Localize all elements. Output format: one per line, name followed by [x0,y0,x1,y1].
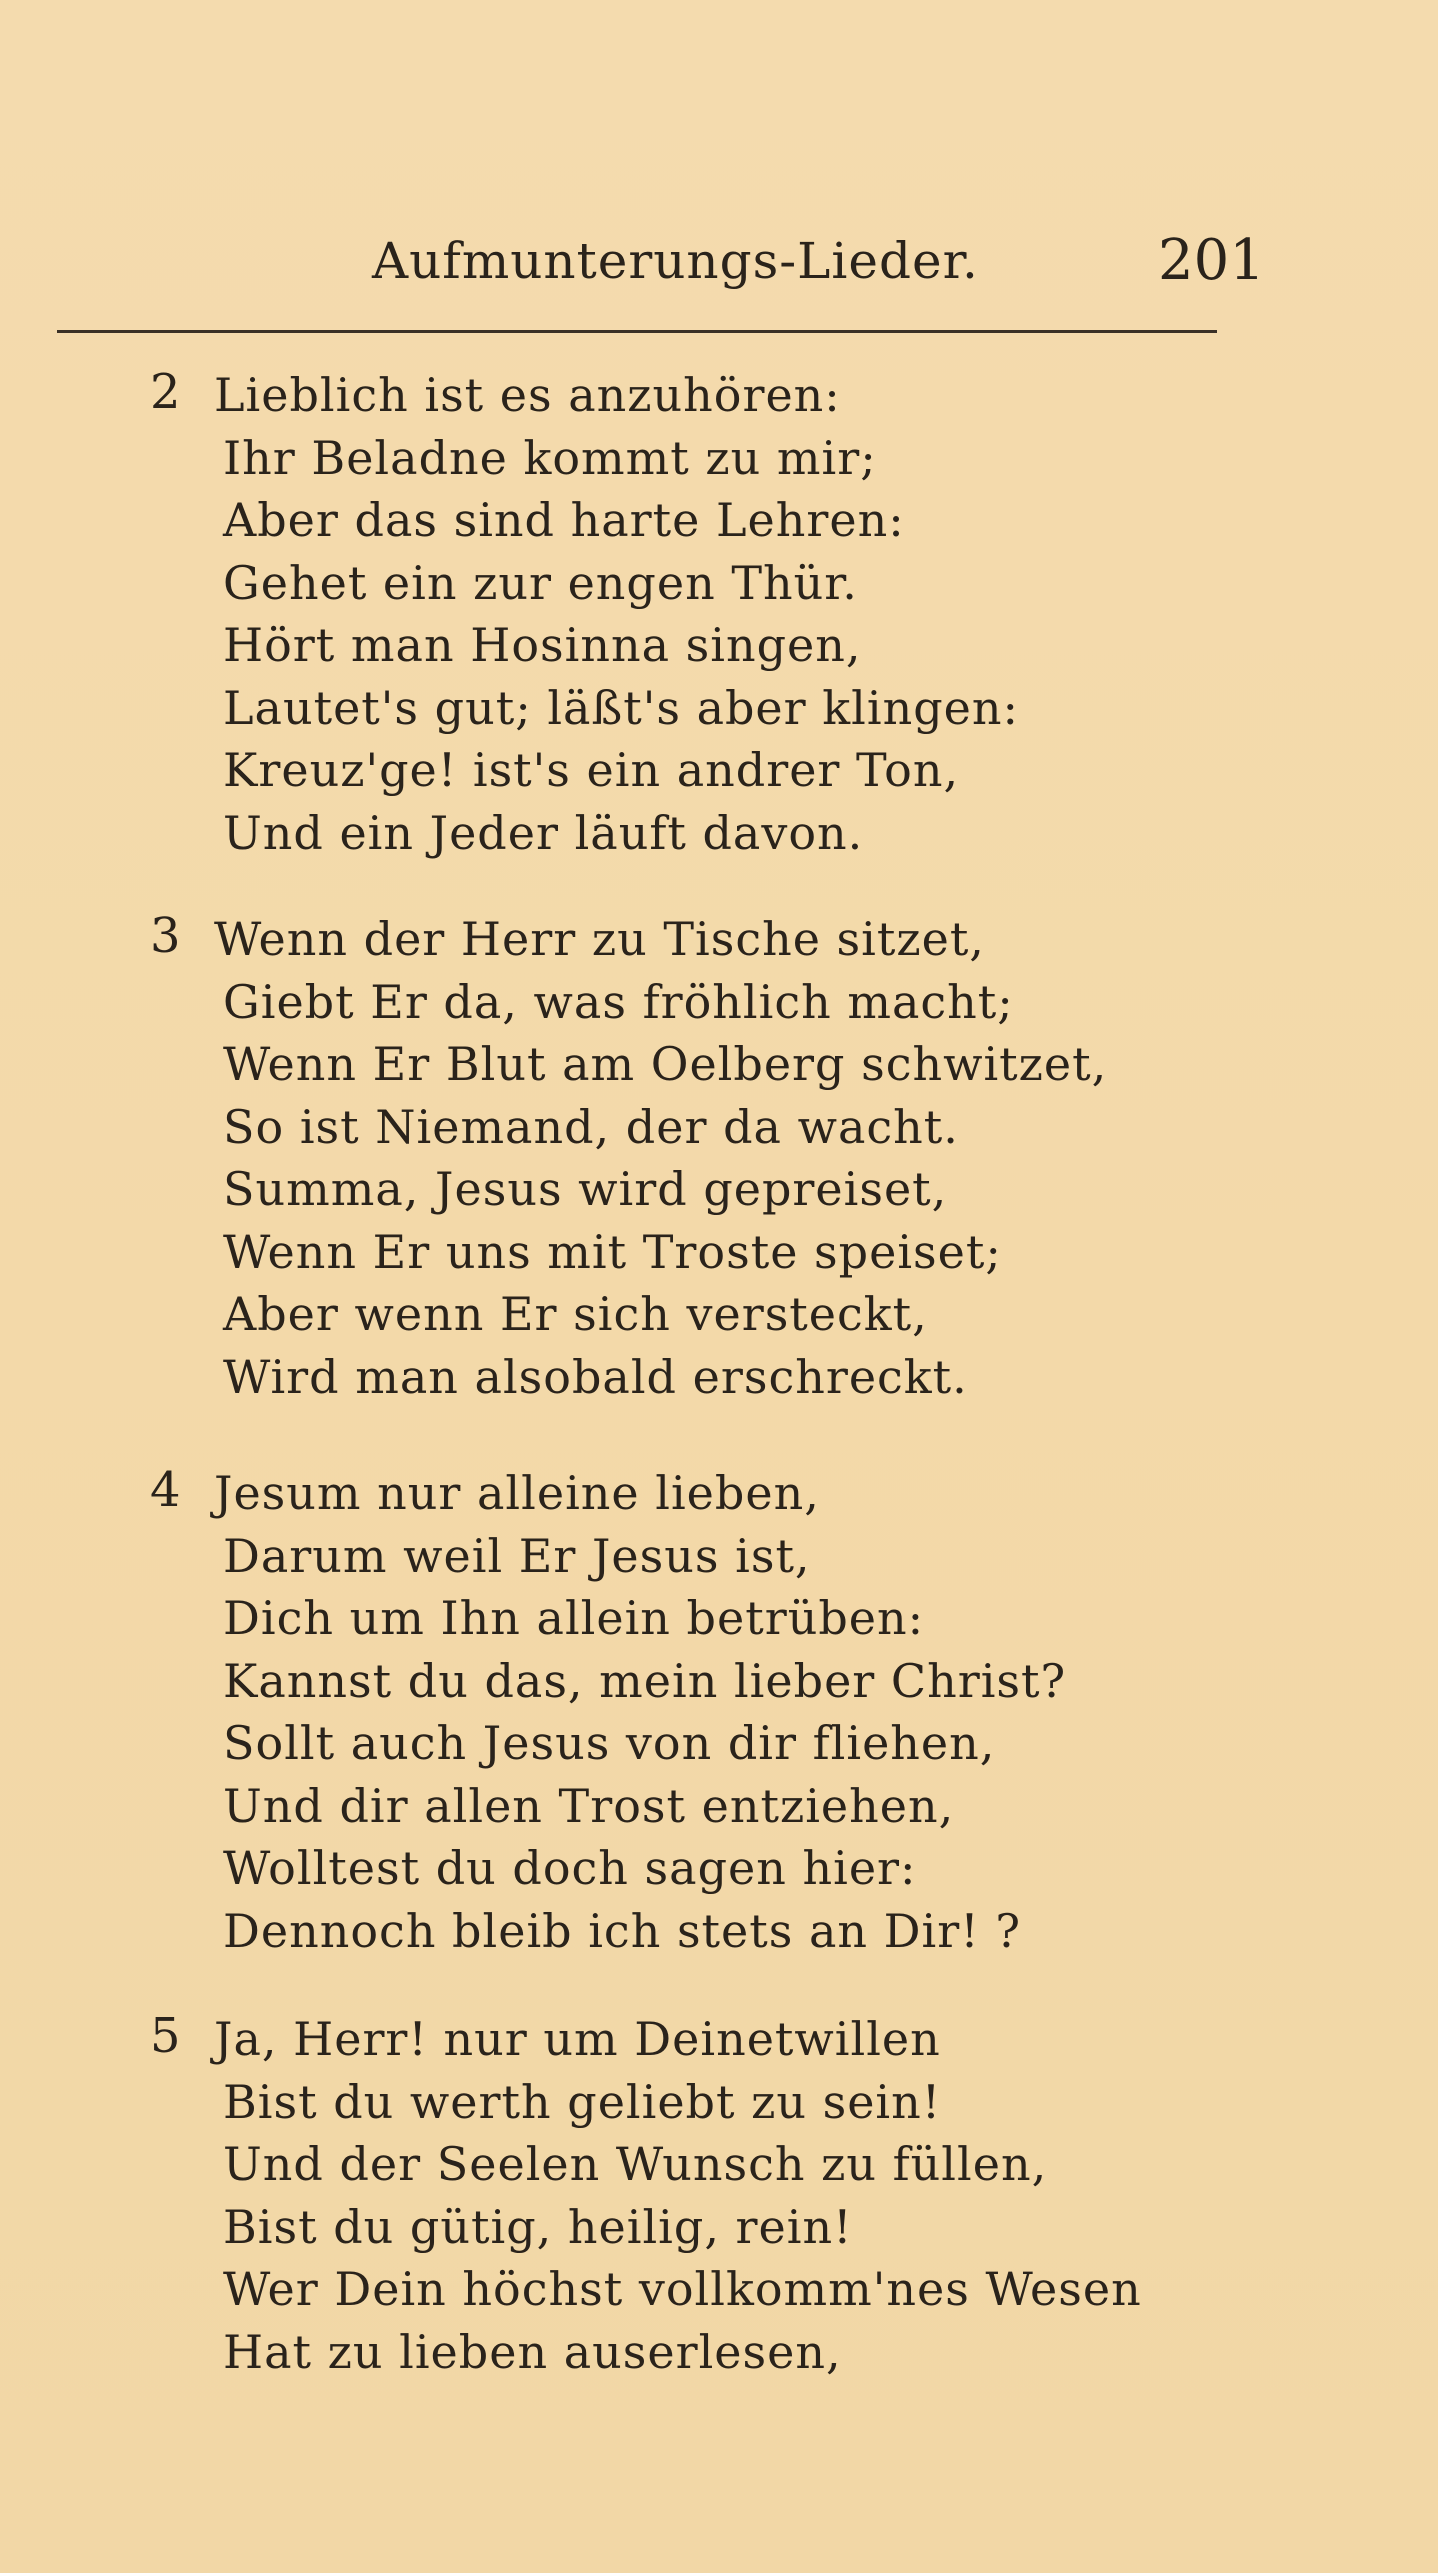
verse-line: Bist du gütig, heilig, rein! [223,2199,853,2254]
verse-line: Kannst du das, mein lieber Christ? [223,1653,1067,1708]
stanza-number: 5 [150,2008,181,2064]
stanza-2 [150,364,1019,864]
verse-line: Lautet's gut; läßt's aber klingen: [223,680,1019,735]
stanza-number: 4 [150,1462,181,1518]
verse-line: Wenn Er Blut am Oelberg schwitzet, [223,1037,1108,1091]
header-rule [57,330,1217,333]
stanza-number: 3 [150,908,181,964]
verse-line: Und der Seelen Wunsch zu füllen, [223,2137,1048,2191]
verse-line: Kreuz'ge! ist's ein andrer Ton, [223,743,960,797]
stanza-3 [150,908,1108,1408]
verse-line: Dennoch bleib ich stets an Dir! ? [223,1903,1021,1958]
verse-line: Aber wenn Er sich versteckt, [223,1287,928,1341]
verse-line: Wolltest du doch sagen hier: [223,1841,917,1895]
verse-line: Wenn Er uns mit Troste speiset; [223,1224,1002,1279]
verse-line: Ja, Herr! nur um Deinetwillen [214,2012,941,2066]
verse-line: Und ein Jeder läuft davon. [223,805,864,860]
verse-line: Dich um Ihn allein betrüben: [223,1591,925,1645]
verse-line: Wenn der Herr zu Tische sitzet, [214,912,985,966]
verse-line: Summa, Jesus wird gepreiset, [223,1162,948,1216]
verse-line: Hat zu lieben auserlesen, [223,2324,842,2379]
verse-line: Giebt Er da, was fröhlich macht; [223,974,1014,1029]
verse-line: Ihr Beladne kommt zu mir; [223,430,877,485]
verse-line: Sollt auch Jesus von dir fliehen, [223,1716,996,1770]
verse-line: Gehet ein zur engen Thür. [223,555,858,610]
stanza-4 [150,1462,1067,1962]
verse-line: Wird man alsobald erschreckt. [223,1349,968,1404]
verse-line: Bist du werth geliebt zu sein! [223,2074,942,2129]
stanza-5 [150,2008,1142,2383]
verse-line: Aber das sind harte Lehren: [223,493,905,547]
verse-line: Hört man Hosinna singen, [223,618,862,672]
stanza-number: 2 [150,364,181,420]
verse-line: Lieblich ist es anzuhören: [214,368,841,422]
running-header-title: Aufmunterungs-Lieder. [372,232,979,290]
verse-line: Darum weil Er Jesus ist, [223,1528,811,1583]
verse-line: Und dir allen Trost entziehen, [223,1778,955,1833]
verse-line: So ist Niemand, der da wacht. [223,1099,959,1154]
page-number: 201 [1158,228,1265,293]
verse-line: Wer Dein höchst vollkomm'nes Wesen [223,2262,1142,2316]
verse-line: Jesum nur alleine lieben, [214,1466,820,1520]
